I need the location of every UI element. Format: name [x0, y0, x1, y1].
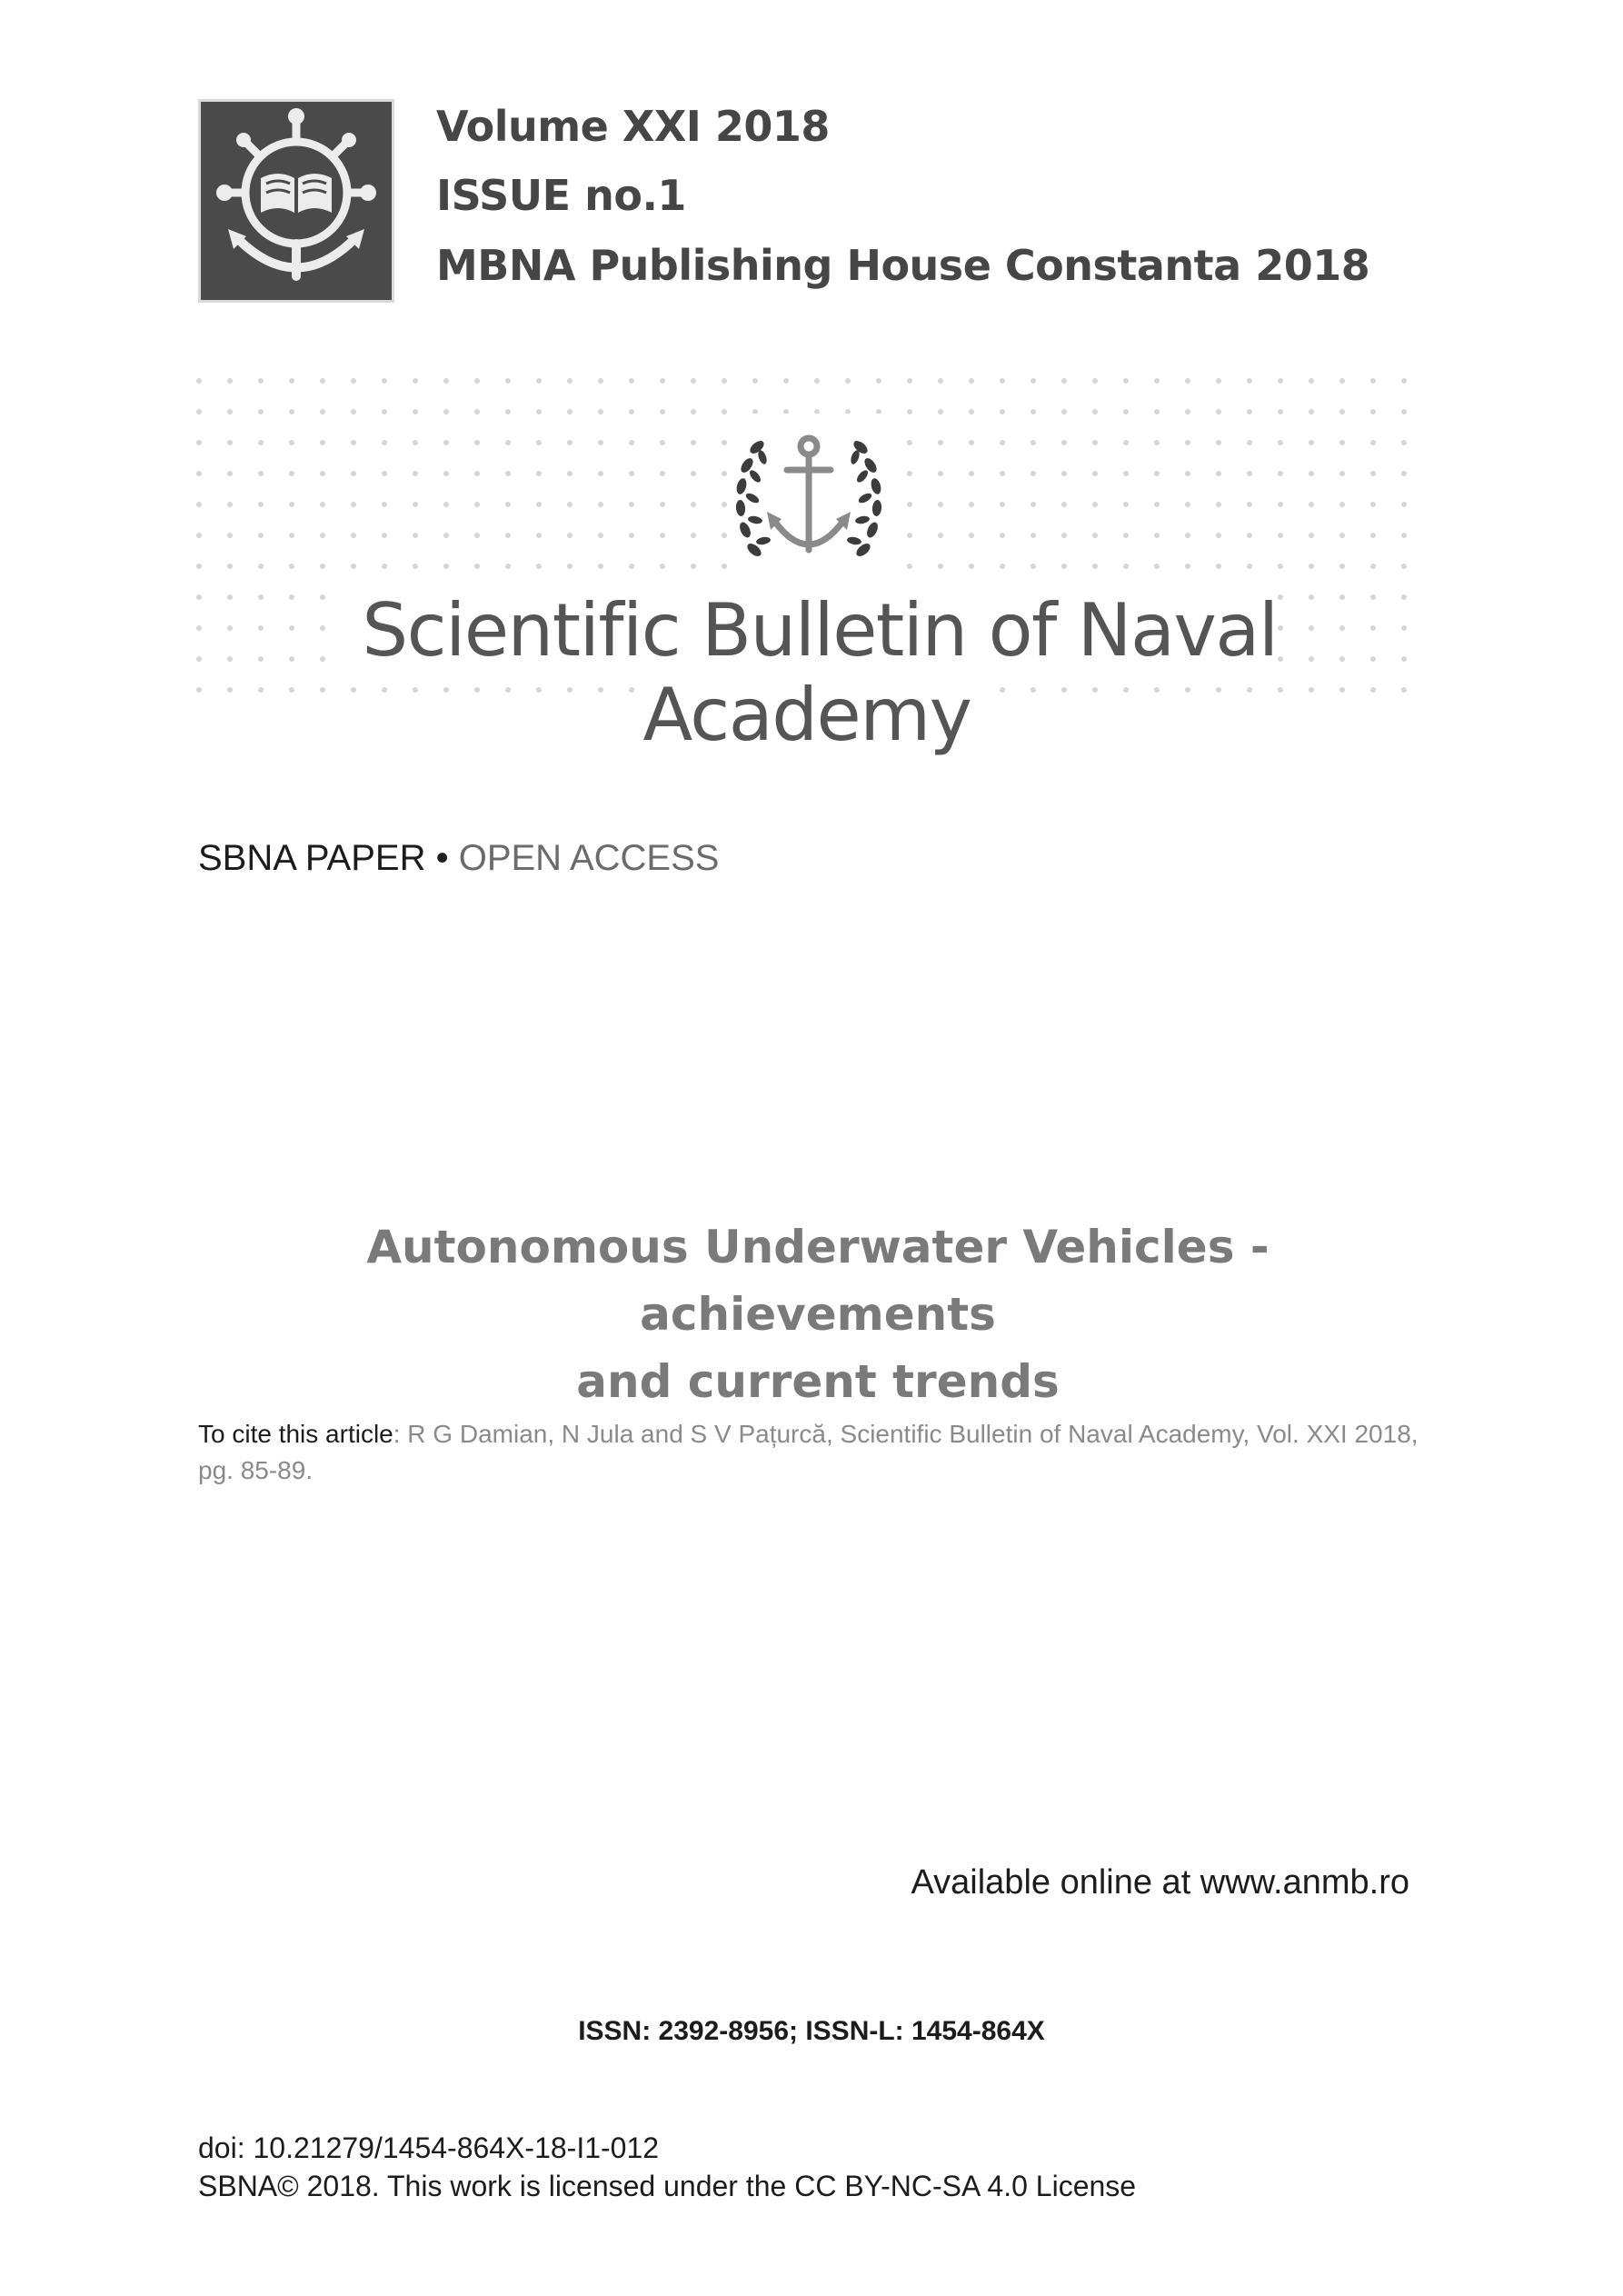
citation-text: : R G Damian, N Jula and S V Pațurcă, Scientific Bulletin of Naval Academy, Vol. XXI 2018, pg. 85-89. [198, 1420, 1419, 1484]
anchor-laurel-icon [727, 414, 891, 577]
open-access-label: OPEN ACCESS [458, 838, 720, 878]
citation-label: To cite this article [198, 1420, 393, 1448]
doi-line[interactable]: doi: 10.21279/1454-864X-18-I1-012 [198, 2131, 660, 2164]
license-line: SBNA© 2018. This work is licensed under the CC BY-NC-SA 4.0 License [198, 2170, 1137, 2202]
article-title [182, 1213, 1454, 1415]
article-title-line-1: Autonomous Underwater Vehicles - achievements [366, 1221, 1270, 1341]
issn-line: ISSN: 2392-8956; ISSN-L: 1454-864X [578, 2016, 1045, 2046]
publisher-line: MBNA Publishing House Constanta 2018 [436, 241, 1370, 290]
bulletin-title: Scientific Bulletin of Naval Academy [195, 588, 1431, 757]
volume-line: Volume XXI 2018 [436, 102, 830, 151]
separator-bullet: • [425, 838, 459, 878]
availability-link[interactable]: Available online at www.anmb.ro [911, 1863, 1409, 1902]
article-title-line-2: and current trends [576, 1355, 1060, 1408]
ship-wheel-book-icon [201, 102, 392, 300]
paper-type-label: SBNA PAPER [198, 838, 426, 878]
paper-type-line [198, 838, 719, 879]
bulletin-banner [195, 377, 1431, 757]
issue-line: ISSUE no.1 [436, 171, 686, 220]
citation [198, 1416, 1434, 1489]
academy-logo [201, 102, 392, 300]
